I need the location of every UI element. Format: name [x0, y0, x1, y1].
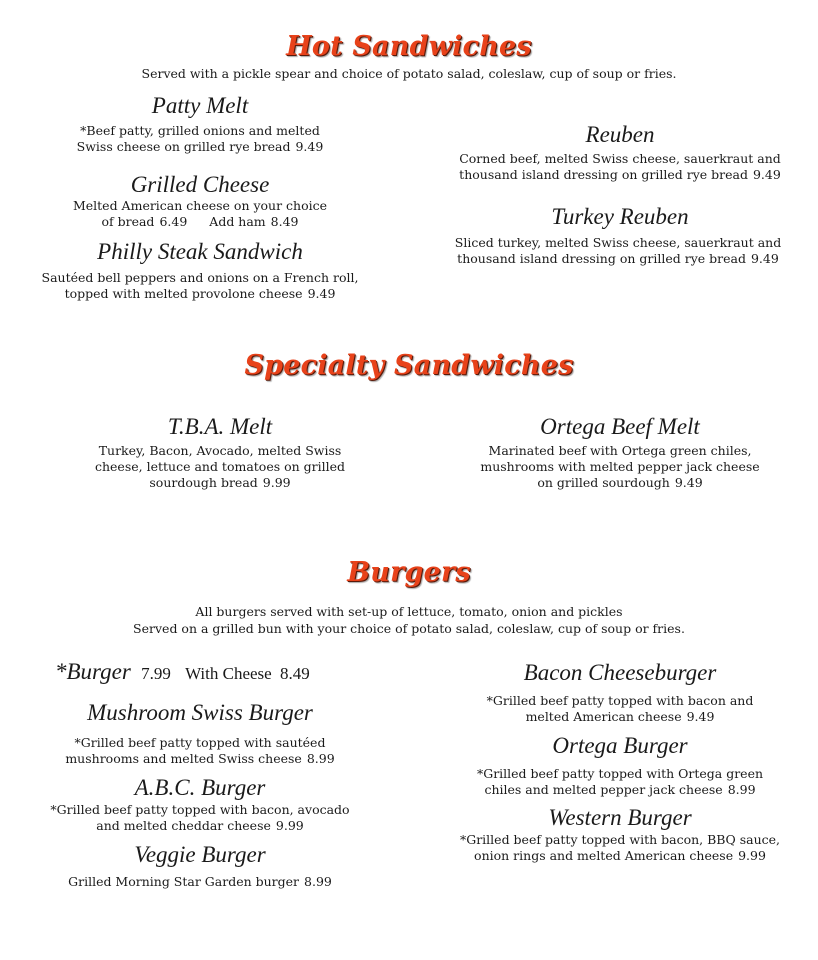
- grilled-cheese-desc-line2: of bread: [101, 214, 155, 229]
- tba-melt-desc-line3: sourdough bread: [149, 475, 258, 490]
- patty-melt-desc-line2: Swiss cheese on grilled rye bread: [76, 139, 291, 154]
- tba-melt-desc: [60, 443, 380, 491]
- abc-burger-desc: [20, 802, 380, 834]
- bacon-cheeseburger-price: 9.49: [686, 709, 715, 724]
- grilled-cheese-addon-price: 8.49: [270, 214, 299, 229]
- tba-melt-name: T.B.A. Melt: [167, 414, 273, 439]
- patty-melt-price: 9.49: [295, 139, 324, 154]
- specialty-sandwiches-title: Specialty Sandwiches: [244, 350, 574, 381]
- ortega-burger-name: Ortega Burger: [552, 733, 688, 758]
- mushroom-swiss-price: 8.99: [306, 751, 335, 766]
- western-burger-desc-line2: onion rings and melted American cheese: [474, 848, 734, 863]
- abc-burger-desc-line2: and melted cheddar cheese: [96, 818, 271, 833]
- abc-burger-desc-line1: *Grilled beef patty topped with bacon, avocado: [50, 802, 350, 817]
- burgers-note: [0, 603, 818, 637]
- turkey-reuben-desc-line1: Sliced turkey, melted Swiss cheese, sauerkraut and: [454, 235, 782, 250]
- ortega-beef-melt-price: 9.49: [674, 475, 703, 490]
- reuben-desc-line1: Corned beef, melted Swiss cheese, sauerkraut and: [459, 151, 781, 166]
- mushroom-swiss-desc: [30, 735, 370, 767]
- patty-melt-name: Patty Melt: [151, 93, 249, 118]
- turkey-reuben-desc: [418, 235, 818, 267]
- abc-burger-name: A.B.C. Burger: [134, 775, 266, 800]
- ortega-burger-price: 8.99: [727, 782, 756, 797]
- ortega-burger-desc: [440, 766, 800, 798]
- turkey-reuben-name: Turkey Reuben: [551, 204, 689, 229]
- tba-melt-price: 9.99: [262, 475, 291, 490]
- ortega-beef-melt-name: Ortega Beef Melt: [540, 414, 700, 439]
- reuben-desc-line2: thousand island dressing on grilled rye bread: [459, 167, 748, 182]
- veggie-burger-price: 8.99: [304, 874, 332, 889]
- grilled-cheese-desc-line1: Melted American cheese on your choice: [72, 198, 328, 213]
- veggie-burger-name: Veggie Burger: [134, 842, 266, 867]
- western-burger-name: Western Burger: [548, 805, 692, 830]
- burger-cheese-price: 8.49: [279, 664, 310, 683]
- mushroom-swiss-desc-line2: mushrooms and melted Swiss cheese: [65, 751, 302, 766]
- bacon-cheeseburger-desc-line1: *Grilled beef patty topped with bacon and: [486, 693, 754, 708]
- grilled-cheese-addon: Add ham: [209, 214, 266, 229]
- grilled-cheese-desc: [40, 198, 360, 230]
- burgers-title: Burgers: [347, 557, 471, 588]
- ortega-burger-desc-line1: *Grilled beef patty topped with Ortega green: [476, 766, 764, 781]
- grilled-cheese-name: Grilled Cheese: [130, 172, 270, 197]
- patty-melt-desc-line1: *Beef patty, grilled onions and melted: [80, 123, 320, 138]
- reuben-price: 9.49: [752, 167, 781, 182]
- ortega-beef-melt-desc: [440, 443, 800, 491]
- philly-steak-price: 9.49: [307, 286, 336, 301]
- ortega-beef-melt-desc-line1: Marinated beef with Ortega green chiles,: [488, 443, 752, 458]
- western-burger-desc-line1: *Grilled beef patty topped with bacon, BBQ sauce,: [459, 832, 781, 847]
- burgers-note-line2: Served on a grilled bun with your choice of potato salad, coleslaw, cup of soup or fries.: [133, 621, 685, 636]
- ortega-beef-melt-desc-line3: on grilled sourdough: [537, 475, 670, 490]
- mushroom-swiss-desc-line1: *Grilled beef patty topped with sautéed: [74, 735, 326, 750]
- western-burger-price: 9.99: [738, 848, 766, 863]
- burger-item: [55, 659, 310, 685]
- burger-cheese-label: With Cheese: [185, 664, 272, 683]
- veggie-burger-desc-line1: Grilled Morning Star Garden burger: [68, 874, 300, 889]
- bacon-cheeseburger-desc: [440, 693, 800, 725]
- ortega-burger-desc-line2: chiles and melted pepper jack cheese: [484, 782, 723, 797]
- burger-name: *Burger: [55, 659, 131, 684]
- hot-sandwiches-title: Hot Sandwiches: [286, 31, 532, 62]
- philly-steak-desc-line2: topped with melted provolone cheese: [64, 286, 303, 301]
- abc-burger-price: 9.99: [275, 818, 304, 833]
- bacon-cheeseburger-name: Bacon Cheeseburger: [523, 660, 717, 685]
- bacon-cheeseburger-desc-line2: melted American cheese: [525, 709, 682, 724]
- tba-melt-desc-line2: cheese, lettuce and tomatoes on grilled: [94, 459, 346, 474]
- tba-melt-desc-line1: Turkey, Bacon, Avocado, melted Swiss: [98, 443, 342, 458]
- western-burger-desc: [430, 832, 810, 864]
- philly-steak-name: Philly Steak Sandwich: [97, 239, 303, 264]
- veggie-burger-desc: [20, 874, 380, 890]
- reuben-desc: [420, 151, 818, 183]
- patty-melt-desc: [40, 123, 360, 155]
- burgers-note-line1: All burgers served with set-up of lettuce, tomato, onion and pickles: [195, 604, 623, 619]
- reuben-name: Reuben: [585, 122, 655, 147]
- burger-price: 7.99: [141, 664, 171, 683]
- mushroom-swiss-name: Mushroom Swiss Burger: [87, 700, 313, 725]
- turkey-reuben-desc-line2: thousand island dressing on grilled rye bread: [457, 251, 746, 266]
- turkey-reuben-price: 9.49: [750, 251, 779, 266]
- grilled-cheese-price: 6.49: [159, 214, 188, 229]
- hot-sandwiches-note: Served with a pickle spear and choice of potato salad, coleslaw, cup of soup or fries.: [141, 66, 677, 81]
- philly-steak-desc-line1: Sautéed bell peppers and onions on a French roll,: [41, 270, 359, 285]
- ortega-beef-melt-desc-line2: mushrooms with melted pepper jack cheese: [480, 459, 760, 474]
- philly-steak-desc: [20, 270, 380, 302]
